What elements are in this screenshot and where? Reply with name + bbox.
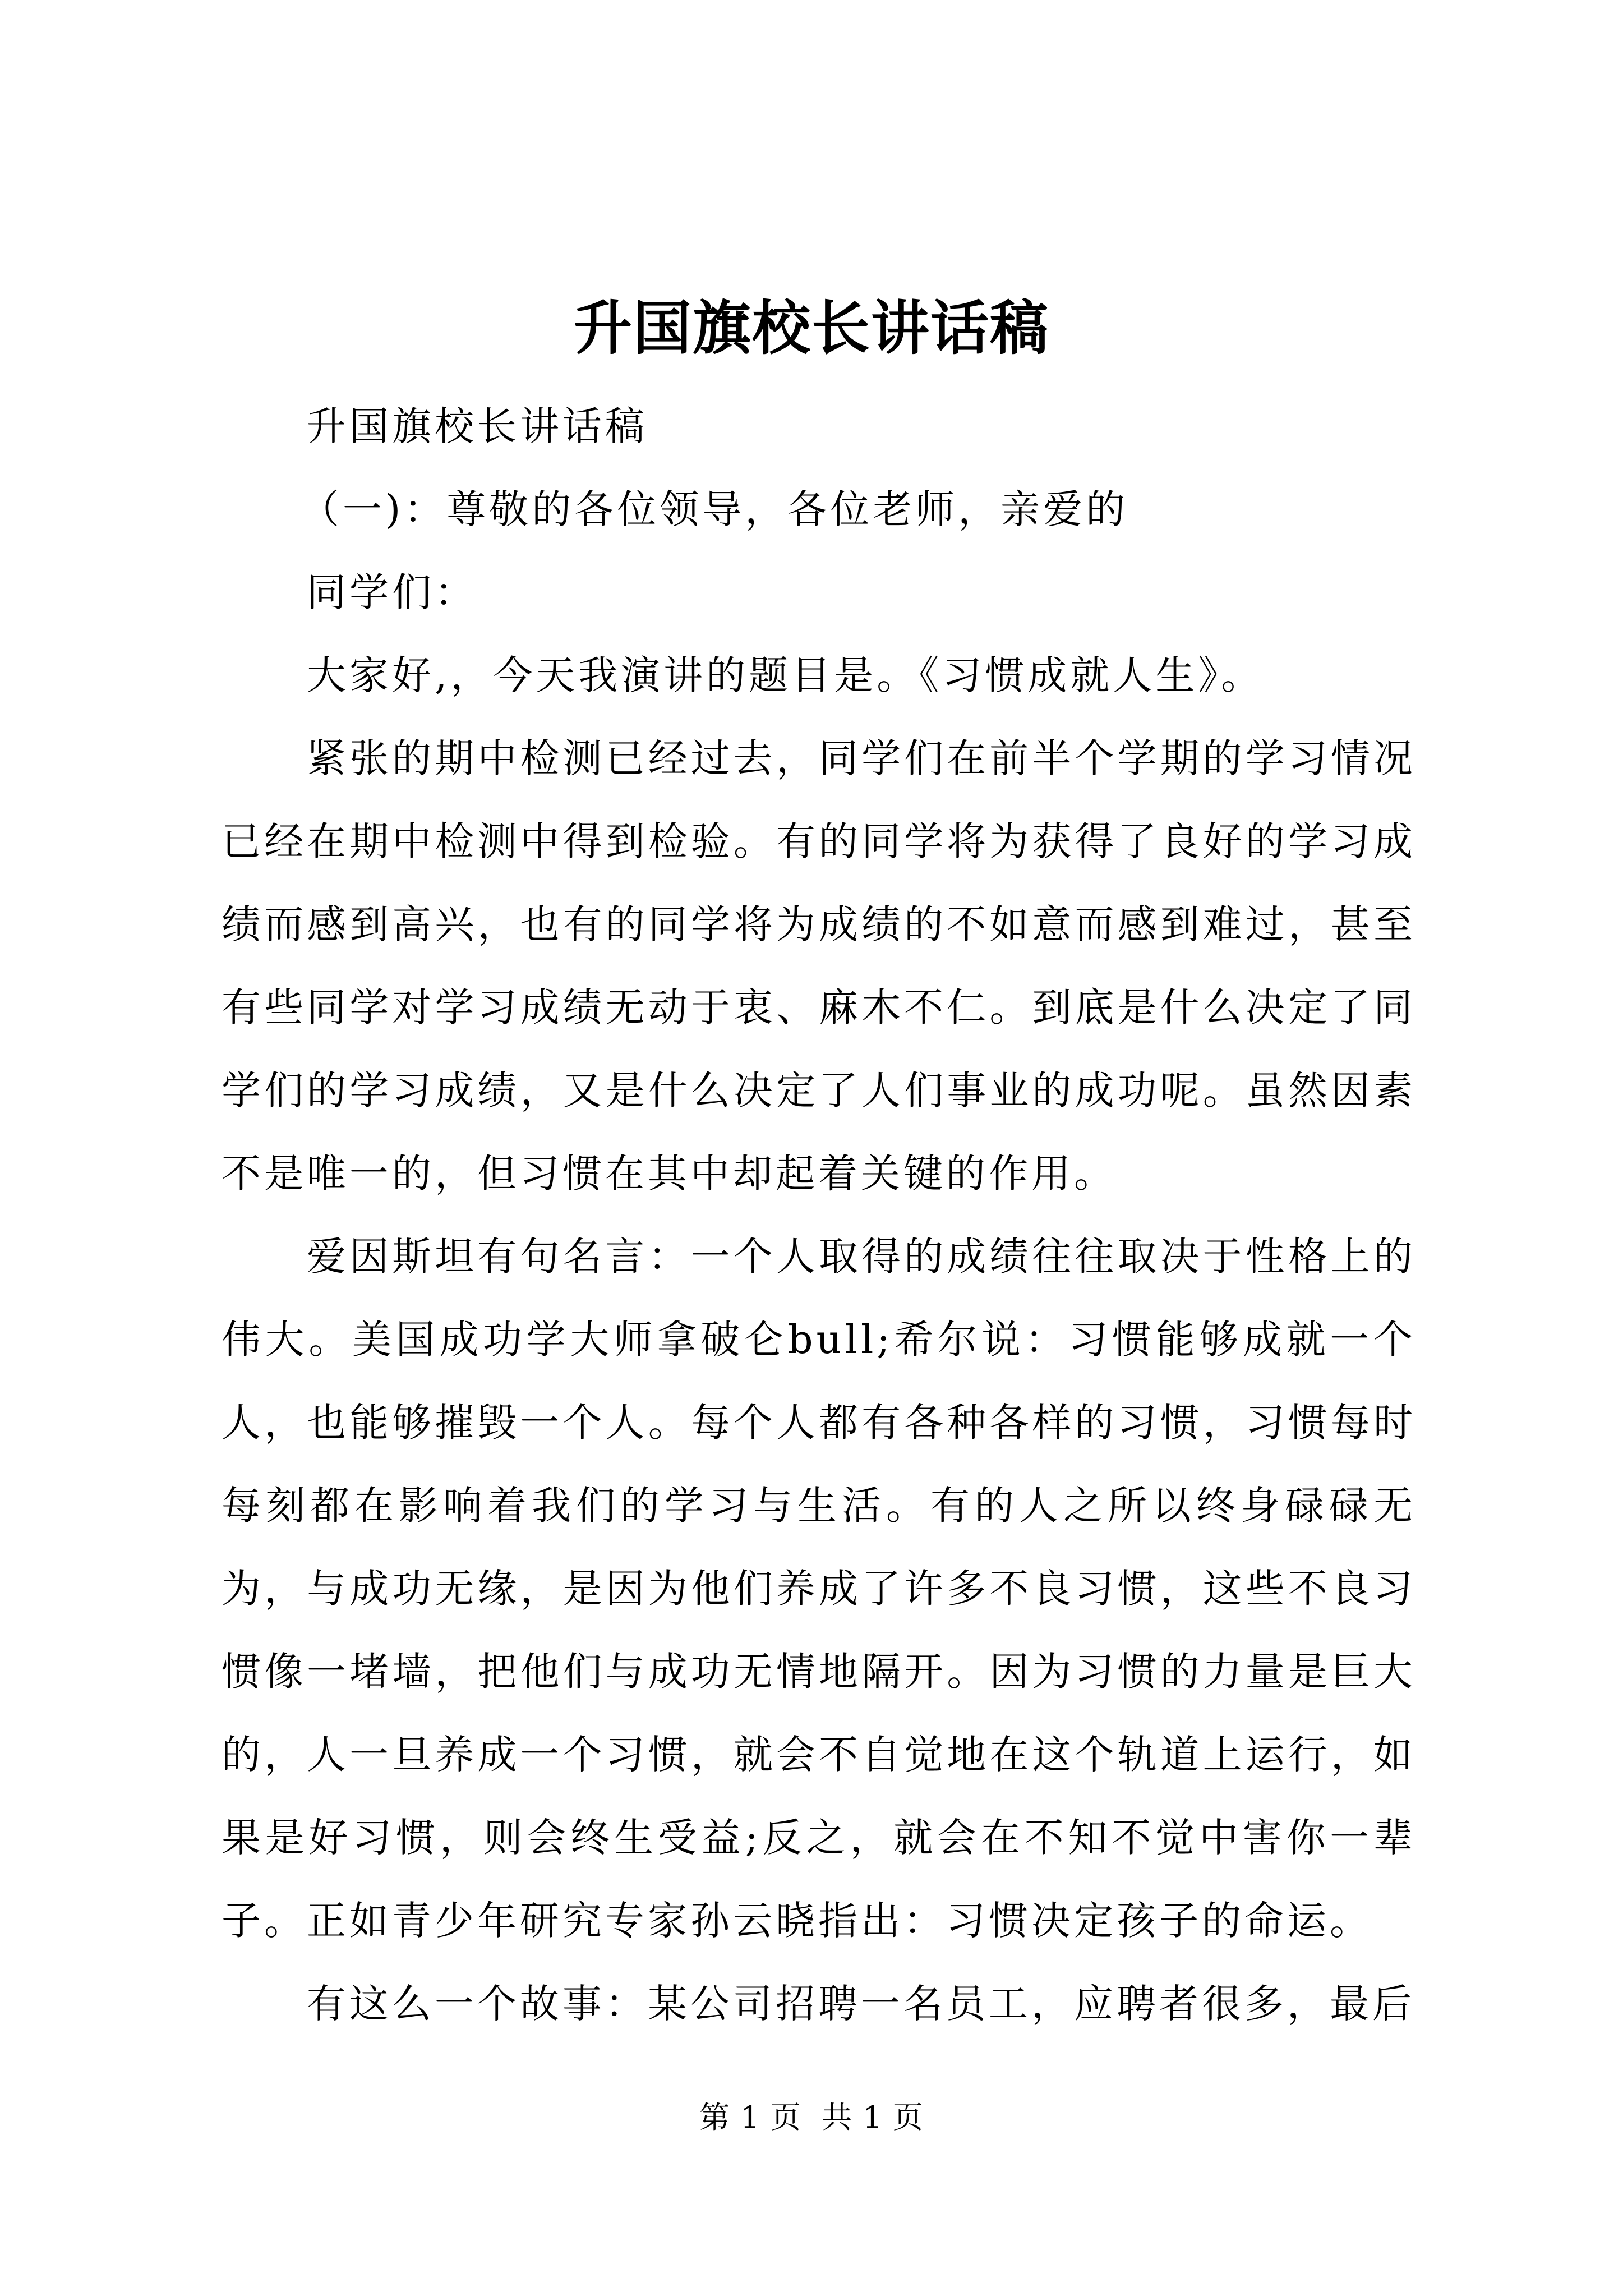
paragraph-body: 有这么一个故事：某公司招聘一名员工，应聘者很多，最后 <box>307 1981 1415 2027</box>
paragraph-salutation: （一)：尊敬的各位领导，各位老师，亲爱的 <box>300 486 1129 532</box>
paragraph-body: 紧张的期中检测已经过去，同学们在前半个学期的学习情况已经在期中检测中得到检验。有的同学将为获得了良好的学习成绩而感到高兴，也有的同学将为成绩的不如意而感到难过，甚至有些同学对学习成绩无动于衷、麻木不仁。到底是什么决定了同学们的学习成绩，又是什么决定了人们事业的成功呢。虽然因素不是唯一的，但习惯在其中却起着关键的作用。 <box>222 735 1416 1197</box>
paragraph-subtitle: 升国旗校长讲话稿 <box>307 403 648 449</box>
paragraph-salutation-cont: 同学们： <box>307 569 477 615</box>
page-footer <box>0 2095 1623 2140</box>
paragraph-body: 爱因斯坦有句名言：一个人取得的成绩往往取决于性格上的伟大。美国成功学大师拿破仑bull;希尔说：习惯能够成就一个人，也能够摧毁一个人。每个人都有各种各样的习惯，习惯每时每刻都在影响着我们的学习与生活。有的人之所以终身碌碌无为，与成功无缘，是因为他们养成了许多不良习惯，这些不良习惯像一堵墙，把他们与成功无情地隔开。因为习惯的力量是巨大的，人一旦养成一个习惯，就会不自觉地在这个轨道上运行，如果是好习惯，则会终生受益;反之，就会在不知不觉中害你一辈子。正如青少年研究专家孙云晓指出：习惯决定孩子的命运。 <box>222 1234 1416 1944</box>
page-number: 第 1 页 共 1 页 <box>699 2100 924 2135</box>
document-body <box>222 385 1416 2045</box>
document-title: 升国旗校长讲话稿 <box>573 293 1049 362</box>
paragraph-greeting: 大家好,，今天我演讲的题目是。《习惯成就人生》。 <box>307 652 1264 698</box>
